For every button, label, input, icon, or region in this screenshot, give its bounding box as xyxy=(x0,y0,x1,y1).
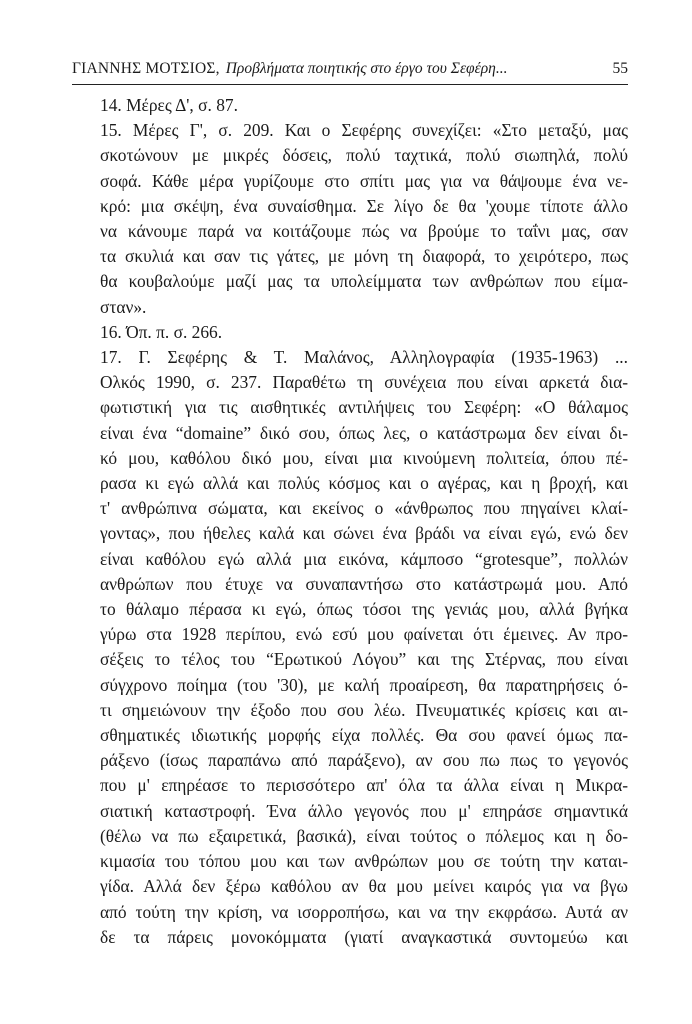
footnote-16 xyxy=(72,320,628,345)
text-line: τα σκυλιά και σαν τις γάτες, με μόνη τη διαφορά, το χειρότερο, πως xyxy=(100,246,628,267)
text-line: σθηματικές ιδιωτικής μορφής είχα πολλές. Θα σου φανεί όμως πα- xyxy=(100,725,628,746)
running-head xyxy=(72,58,628,85)
text-line: 14. Μέρες Δ', σ. 87. xyxy=(100,95,238,115)
text-line: γίδα. Αλλά δεν ξέρω καθόλου αν θα μου μείνει καιρός για να βγω xyxy=(100,876,628,897)
text-line: φωτιστική για τις αισθητικές αντιλήψεις του Σεφέρη: «Ο θάλαμος xyxy=(100,397,628,418)
text-line: ανθρώπων που έτυχε να συναπαντήσω στο κατάστρωμά μου. Από xyxy=(100,573,628,594)
text-line: σταν». xyxy=(100,296,147,317)
footnote-17 xyxy=(72,345,628,950)
text-line: είναι ένα “domaine” δικό σου, όπως λες, ο κατάστρωμα δεν είναι δι- xyxy=(100,422,628,443)
running-head-title: Προβλήματα ποιητικής στο έργο του Σεφέρη... xyxy=(225,60,508,77)
text-line: γύρω στα 1928 περίπου, ενώ εσύ μου φαίνεται ότι έμεινες. Αν προ- xyxy=(100,624,628,645)
text-line: είναι καθόλου εγώ αλλά μια εικόνα, κάμποσο “grotesque”, πολλών xyxy=(100,548,628,569)
text-line: Ολκός 1990, σ. 237. Παραθέτω τη συνέχεια που είναι αρκετά δια- xyxy=(100,372,628,393)
text-line: σοφά. Κάθε μέρα γυρίζουμε στο σπίτι μας για να θάψουμε ένα νε- xyxy=(100,170,628,191)
text-line: κιμασία του τόπου μου και των ανθρώπων μου σε τούτη την καται- xyxy=(100,851,628,872)
book-page xyxy=(72,58,628,950)
text-line: από τούτη την κρίση, να ισορροπήσω, και να την εκφράσω. Αυτά αν xyxy=(100,901,628,922)
text-line: σύγχρονο ποίημα (του '30), με καλή προαίρεση, θα παρατηρήσεις ό- xyxy=(100,674,628,695)
running-head-author: ΓΙΑΝΝΗΣ ΜΟΤΣΙΟΣ, xyxy=(72,60,220,77)
text-line: κό μου, καθόλου δικό μου, είναι μια κινούμενη πολιτεία, όπου πέ- xyxy=(100,447,628,468)
text-line: σέξεις το τέλος του “Ερωτικού Λόγου” και της Στέρνας, που είναι xyxy=(100,649,628,670)
text-line: θα κουβαλούμε μαζί μας τα υπολείμματα των ανθρώπων που είμα- xyxy=(100,271,628,292)
text-line: 16. Όπ. π. σ. 266. xyxy=(100,321,223,342)
text-line: δε τα πάρεις μονοκόμματα (γιατί αναγκαστικά συντομεύω και xyxy=(100,926,628,947)
text-line: ρασα κι εγώ αλλά και πολύς κόσμος και ο αγέρας, και η βροχή, και xyxy=(100,473,628,494)
footnote-15 xyxy=(72,118,628,320)
text-line: σιατική καταστροφή. Ένα άλλο γεγονός που μ' επηράσε σημαντικά xyxy=(100,800,628,821)
text-line: που μ' επηρέασε το περισσότερο απ' όλα τα άλλα είναι η Μικρα- xyxy=(100,775,628,796)
text-line: γοντας», που ήθελες καλά και σώνει ένα βράδι να είναι εγώ, ενώ δεν xyxy=(100,523,628,544)
text-line: τι σημειώνουν την έξοδο που σου λέω. Πνευματικές κρίσεις και αι- xyxy=(100,699,628,720)
text-line: το θάλαμο πέρασα κι εγώ, όπως τόσοι της γενιάς μου, αλλά βγήκα xyxy=(100,599,628,620)
text-line: (θέλω να πω εξαιρετικά, βασικά), είναι τούτος ο πόλεμος και η δο- xyxy=(100,825,628,846)
text-line: τ' ανθρώπινα σώματα, και εκείνος ο «άνθρωπος που πηγαίνει κλαί- xyxy=(100,498,628,519)
page-number: 55 xyxy=(612,60,628,77)
text-line: ράξενο (ίσως παραπάνω από παράξενο), αν σου πω πως το γεγονός xyxy=(100,750,628,771)
footnotes-body xyxy=(72,93,628,950)
footnote-14 xyxy=(72,93,628,118)
text-line: σκοτώνουν με μικρές δόσεις, πολύ ταχτικά, πολύ σιωπηλά, πολύ xyxy=(100,145,628,166)
text-line: 15. Μέρες Γ', σ. 209. Και ο Σεφέρης συνεχίζει: «Στο μεταξύ, μας xyxy=(100,120,628,141)
text-line: 17. Γ. Σεφέρης & Τ. Μαλάνος, Αλληλογραφία (1935-1963) ... xyxy=(100,347,628,368)
text-line: κρό: μια σκέψη, ένα συναίσθημα. Σε λίγο δε θα 'χουμε τίποτε άλλο xyxy=(100,195,628,216)
text-line: να κάνουμε παρά να κοιτάζουμε πώς να βρούμε το ταΐνι μας, σαν xyxy=(100,221,628,242)
